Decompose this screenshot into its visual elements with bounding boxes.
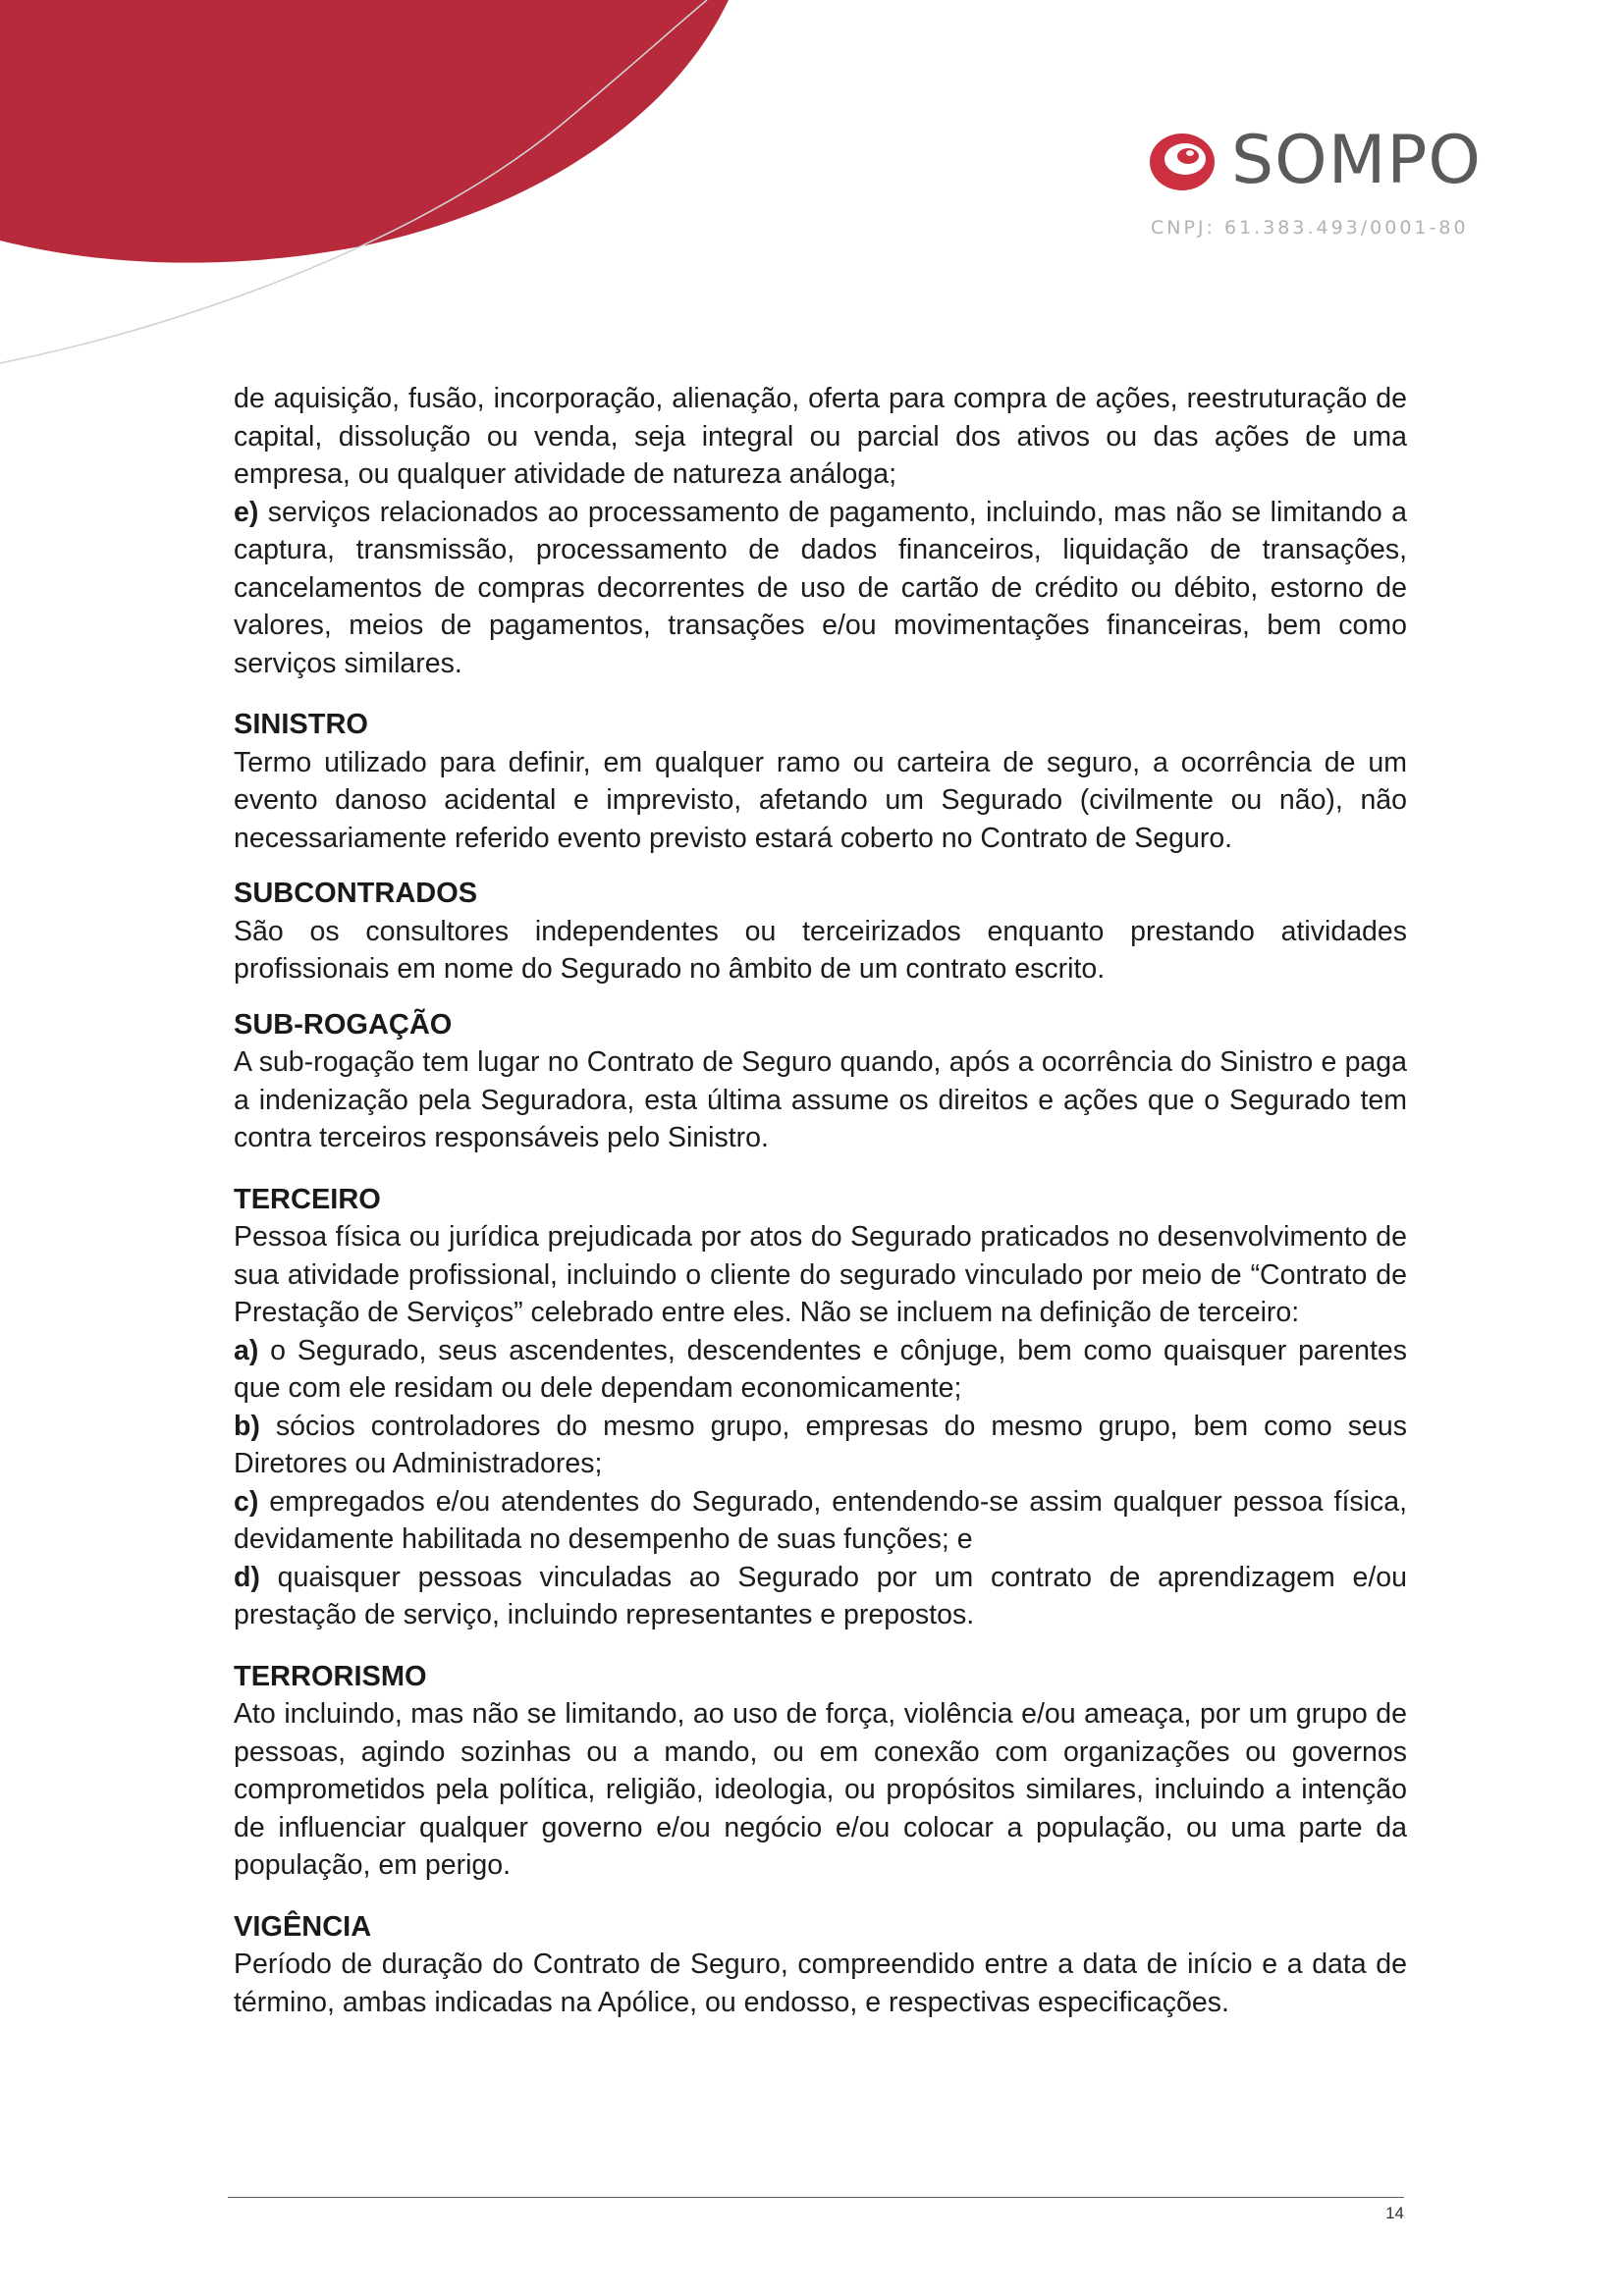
sompo-logo	[1139, 120, 1512, 247]
section-title: SUB-ROGAÇÃO	[234, 1008, 453, 1041]
header-red-arc	[0, 0, 729, 263]
list-item-text: o Segurado, seus ascendentes, descendentes e cônjuge, bem como quaisquer parentes que com ele residam ou dele dependam economicamente;	[234, 1334, 1407, 1404]
section-title: VIGÊNCIA	[234, 1910, 372, 1943]
section-title: SUBCONTRADOS	[234, 878, 478, 909]
section-sub-rogacao	[234, 1006, 1407, 1157]
section-text: A sub-rogação tem lugar no Contrato de Seguro quando, após a ocorrência do Sinistro e paga a indenização pela Seguradora, esta última assume os direitos e ações que o Segurado tem contra terceiros responsáveis pelo Sinistro.	[234, 1046, 1407, 1153]
section-text: Ato incluindo, mas não se limitando, ao uso de força, violência e/ou ameaça, por um grupo de pessoas, agindo sozinhas ou a mando, ou em conexão com organizações ou governos comprometidos pela política, religião, ideologia, ou propósitos similares, incluindo a intenção de influenciar qualquer governo e/ou negócio e/ou colocar a população, ou uma parte da população, em perigo.	[234, 1698, 1407, 1881]
section-text: Pessoa física ou jurídica prejudicada por atos do Segurado praticados no desenvolvimento de sua atividade profissional, incluindo o cliente do segurado vinculado por meio de “Contrato de Prestação de Serviços” celebrado entre eles. Não se incluem na definição de terceiro:	[234, 1221, 1407, 1328]
list-item-label: b)	[234, 1410, 260, 1442]
sompo-logo-icon	[1147, 126, 1221, 194]
intro-item-e	[234, 494, 1407, 683]
list-item-label: a)	[234, 1334, 259, 1366]
section-text: Período de duração do Contrato de Seguro, compreendido entre a data de início e a data de término, ambas indicadas na Apólice, ou endosso, e respectivas especificações.	[234, 1949, 1407, 2018]
list-item-label: d)	[234, 1561, 260, 1593]
section-subcontrados	[234, 875, 1407, 988]
section-text: Termo utilizado para definir, em qualquer ramo ou carteira de seguro, a ocorrência de um evento danoso acidental e imprevisto, afetando um Segurado (civilmente ou não), não necessariamente referido evento previsto estará coberto no Contrato de Seguro.	[234, 746, 1407, 854]
intro-paragraph: de aquisição, fusão, incorporação, alienação, oferta para compra de ações, reestruturação de capital, dissolução ou venda, seja integral ou parcial dos ativos ou das ações de uma empresa, ou qualquer atividade de natureza análoga;	[234, 383, 1407, 490]
list-item	[234, 1408, 1407, 1483]
list-item-label: c)	[234, 1485, 259, 1518]
section-terceiro	[234, 1181, 1407, 1634]
footer-divider	[228, 2197, 1404, 2198]
section-terrorismo	[234, 1658, 1407, 1885]
list-item-text: quaisquer pessoas vinculadas ao Segurado por um contrato de aprendizagem e/ou prestação de serviço, incluindo representantes e prepostos.	[234, 1561, 1407, 1630]
list-item	[234, 1332, 1407, 1408]
list-item	[234, 1483, 1407, 1559]
logo-wordmark: SOMPO	[1231, 122, 1482, 199]
section-title: SINISTRO	[234, 709, 368, 740]
section-sinistro	[234, 706, 1407, 857]
intro-item-e-label: e)	[234, 496, 259, 528]
section-title: TERRORISMO	[234, 1660, 427, 1692]
cnpj-text: CNPJ: 61.383.493/0001-80	[1151, 217, 1469, 239]
list-item-text: empregados e/ou atendentes do Segurado, entendendo-se assim qualquer pessoa física, devidamente habilitada no desempenho de suas funções; e	[234, 1485, 1407, 1555]
section-vigencia	[234, 1908, 1407, 2022]
intro-item-e-text: serviços relacionados ao processamento de pagamento, incluindo, mas não se limitando a captura, transmissão, processamento de dados financeiros, liquidação de transações, cancelamentos de compras decorrentes de uso de cartão de crédito ou débito, estorno de valores, meios de pagamentos, transações e/ou movimentações financeiras, bem como serviços similares.	[234, 496, 1407, 679]
section-title: TERCEIRO	[234, 1183, 381, 1215]
list-item	[234, 1559, 1407, 1634]
document-body	[234, 380, 1407, 2021]
section-text: São os consultores independentes ou terceirizados enquanto prestando atividades profissionais em nome do Segurado no âmbito de um contrato escrito.	[234, 915, 1407, 985]
list-item-text: sócios controladores do mesmo grupo, empresas do mesmo grupo, bem como seus Diretores ou Administradores;	[234, 1410, 1407, 1479]
page-number: 14	[1385, 2204, 1404, 2222]
